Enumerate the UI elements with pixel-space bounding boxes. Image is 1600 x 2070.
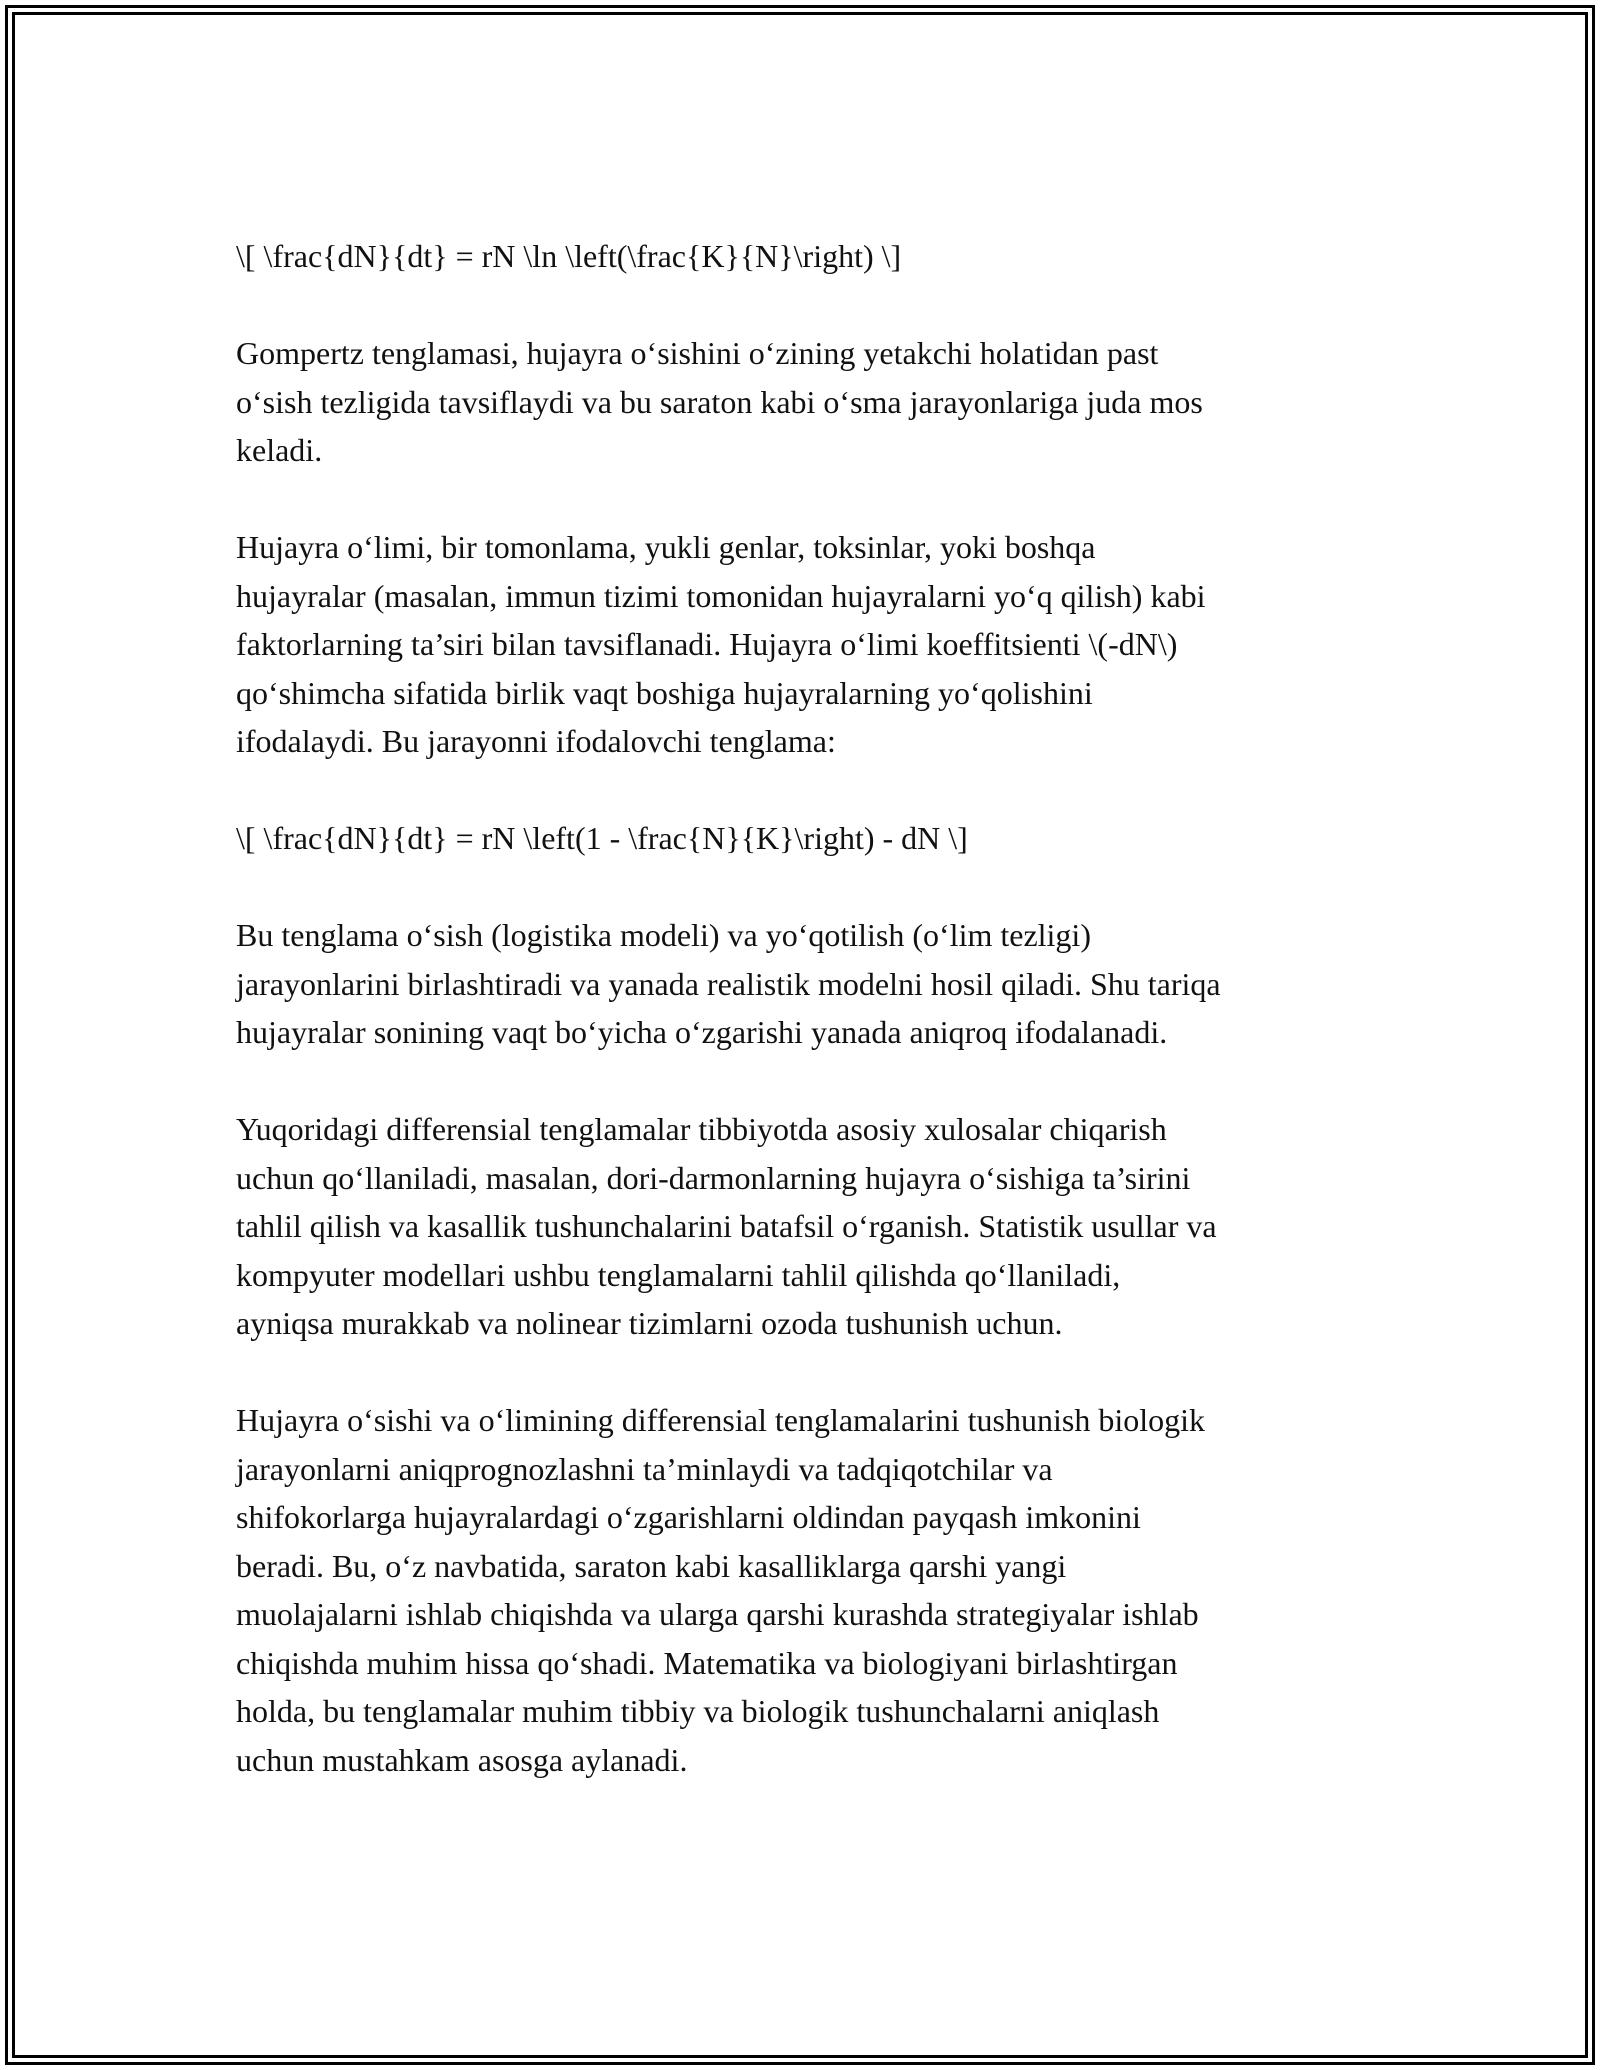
paragraph-medical-applications — [236, 1105, 1376, 1348]
equation-gompertz — [236, 232, 1376, 281]
text-line: jarayonlarini birlashtiradi va yanada realistik modelni hosil qiladi. Shu tariqa — [236, 965, 1221, 1002]
text-line: faktorlarning ta’siri bilan tavsiflanadi. Hujayra o‘limi koeffitsienti \(-dN\) — [236, 626, 1178, 662]
equation-line: \[ \frac{dN}{dt} = rN \ln \left(\frac{K}{N}\right) \] — [236, 238, 902, 274]
paragraph-combined-model — [236, 911, 1376, 1057]
text-line: uchun mustahkam asosga aylanadi. — [236, 1741, 688, 1778]
text-line: hujayralar sonining vaqt bo‘yicha o‘zgarishi yanada aniqroq ifodalanadi. — [236, 1014, 1168, 1050]
text-line: tahlil qilish va kasallik tushunchalarini batafsil o‘rganish. Statistik usullar va — [236, 1208, 1217, 1244]
text-line: Hujayra o‘sishi va o‘limining differensial tenglamalarini tushunish biologik — [236, 1402, 1206, 1438]
text-line: hujayralar (masalan, immun tizimi tomonidan hujayralarni yo‘q qilish) kabi — [236, 577, 1206, 614]
text-line: holda, bu tenglamalar muhim tibbiy va biologik tushunchalarni aniqlash — [236, 1693, 1160, 1729]
text-line: chiqishda muhim hissa qo‘shadi. Matematika va biologiyani birlashtirgan — [236, 1644, 1178, 1681]
text-line: kompyuter modellari ushbu tenglamalarni tahlil qilishda qo‘llaniladi, — [236, 1256, 1121, 1293]
text-line: ifodalaydi. Bu jarayonni ifodalovchi tenglama: — [236, 723, 836, 759]
text-line: beradi. Bu, o‘z navbatida, saraton kabi kasalliklarga qarshi yangi — [236, 1547, 1067, 1584]
document-body — [236, 232, 1376, 1784]
equation-logistic-with-death — [236, 814, 1376, 863]
text-line: shifokorlarga hujayralardagi o‘zgarishlarni oldindan payqash imkonini — [236, 1499, 1141, 1535]
text-line: uchun qo‘llaniladi, masalan, dori-darmonlarning hujayra o‘sishiga ta’sirini — [236, 1159, 1191, 1196]
text-line: ayniqsa murakkab va nolinear tizimlarni ozoda tushunish uchun. — [236, 1305, 1063, 1341]
text-line: Gompertz tenglamasi, hujayra o‘sishini o‘zining yetakchi holatidan past — [236, 335, 1159, 371]
text-line: keladi. — [236, 432, 323, 468]
text-line: jarayonlarni aniqprognozlashni ta’minlaydi va tadqiqotchilar va — [236, 1450, 1053, 1487]
text-line: qo‘shimcha sifatida birlik vaqt boshiga hujayralarning yo‘qolishini — [236, 674, 1093, 711]
equation-line: \[ \frac{dN}{dt} = rN \left(1 - \frac{N}{K}\right) - dN \] — [236, 820, 968, 856]
paragraph-cell-death — [236, 523, 1376, 766]
text-line: Yuqoridagi differensial tenglamalar tibbiyotda asosiy xulosalar chiqarish — [236, 1111, 1167, 1147]
paragraph-gompertz-description — [236, 329, 1376, 475]
text-line: muolajalarni ishlab chiqishda va ularga qarshi kurashda strategiyalar ishlab — [236, 1596, 1199, 1632]
text-line: o‘sish tezligida tavsiflaydi va bu saraton kabi o‘sma jarayonlariga juda mos — [236, 383, 1203, 420]
text-line: Hujayra o‘limi, bir tomonlama, yukli genlar, toksinlar, yoki boshqa — [236, 529, 1096, 565]
paragraph-conclusion — [236, 1396, 1376, 1784]
text-line: Bu tenglama o‘sish (logistika modeli) va yo‘qotilish (o‘lim tezligi) — [236, 917, 1091, 953]
